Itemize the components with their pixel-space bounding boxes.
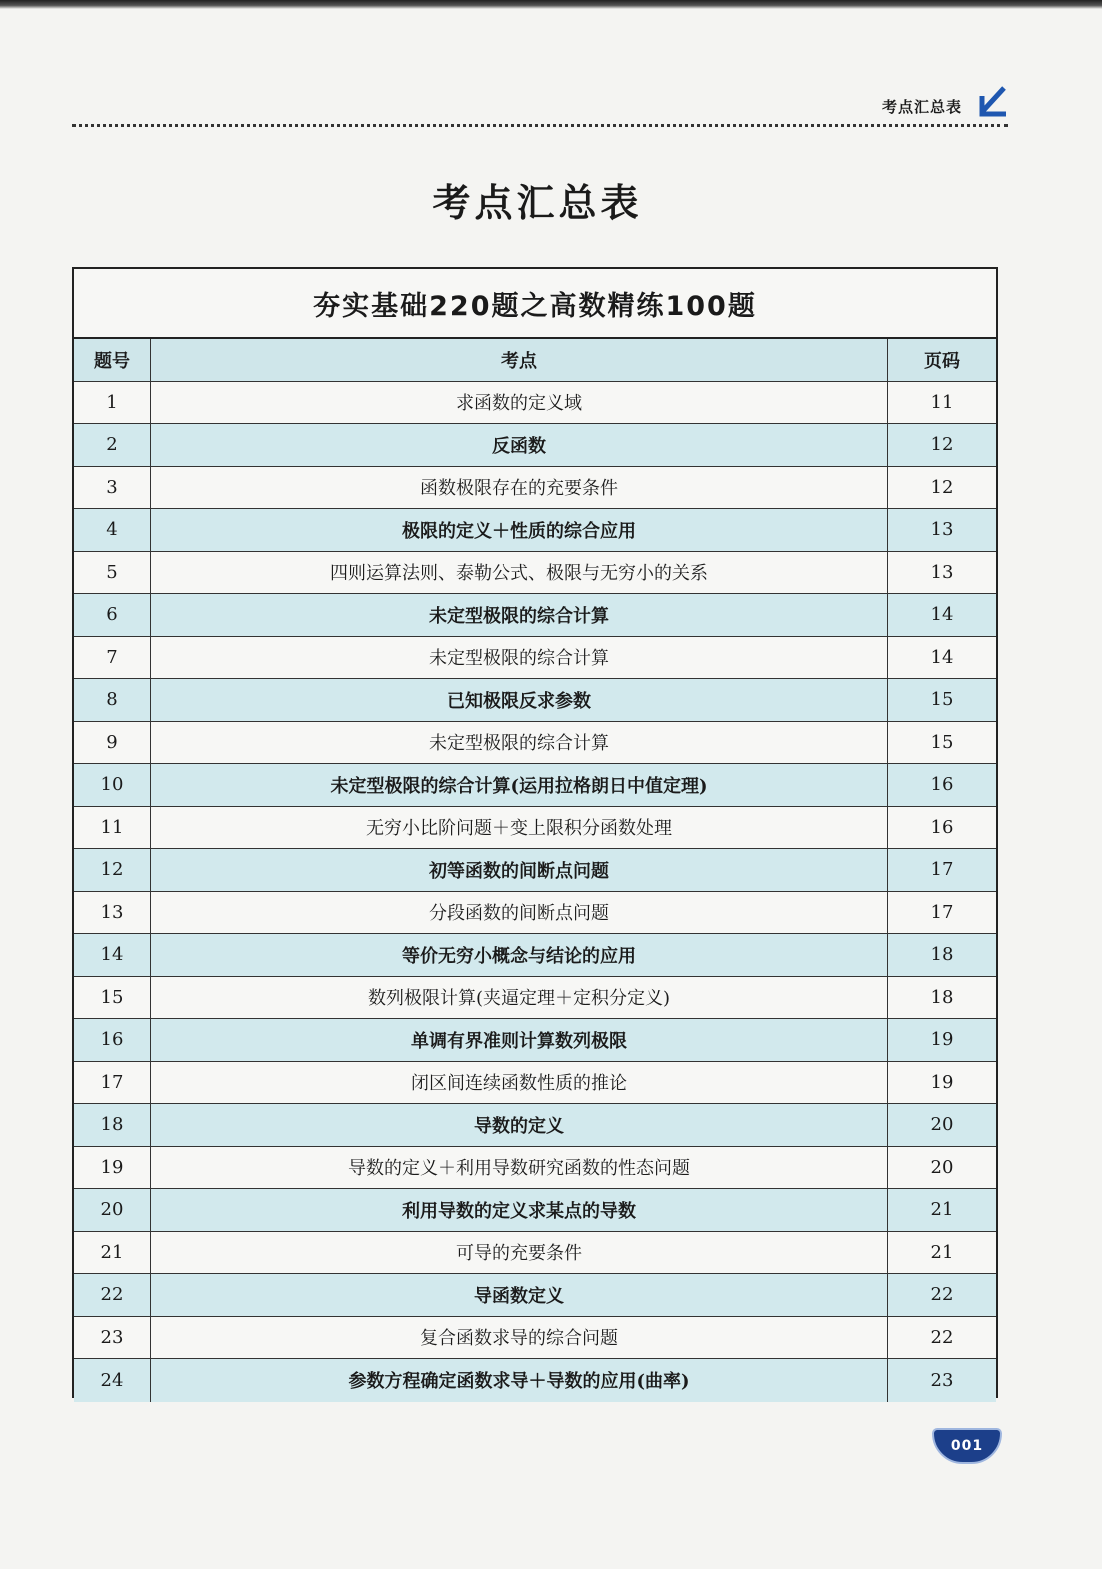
row-page: 15	[887, 679, 996, 721]
row-topic: 分段函数的间断点问题	[150, 892, 887, 934]
page-number: 001	[950, 1438, 984, 1454]
row-number: 12	[74, 849, 150, 891]
table-row	[74, 1104, 996, 1147]
header-number: 题号	[74, 339, 150, 381]
row-page: 12	[887, 467, 996, 509]
row-page: 14	[887, 637, 996, 679]
row-topic: 求函数的定义域	[150, 382, 887, 424]
row-topic: 反函数	[150, 424, 887, 466]
row-number: 22	[74, 1274, 150, 1316]
row-page: 18	[887, 934, 996, 976]
row-topic: 函数极限存在的充要条件	[150, 467, 887, 509]
row-topic: 初等函数的间断点问题	[150, 849, 887, 891]
row-topic: 导数的定义	[150, 1104, 887, 1146]
row-number: 19	[100, 1156, 124, 1178]
row-topic: 导数的定义＋利用导数研究函数的性态问题	[150, 1147, 887, 1189]
row-page: 16	[887, 807, 996, 849]
row-number: 17	[100, 1071, 124, 1093]
row-number: 23	[100, 1326, 124, 1348]
table-row	[74, 467, 996, 510]
row-page: 21	[887, 1232, 996, 1274]
row-topic: 闭区间连续函数性质的推论	[150, 1062, 887, 1104]
row-number: 1	[106, 391, 118, 413]
table-row	[74, 637, 996, 680]
table-row	[74, 594, 996, 637]
row-page: 17	[887, 849, 996, 891]
row-number: 6	[74, 594, 150, 636]
header-topic: 考点	[150, 339, 887, 381]
row-page: 21	[887, 1189, 996, 1231]
row-number: 10	[74, 764, 150, 806]
row-page: 23	[887, 1359, 996, 1402]
table-row	[74, 807, 996, 850]
row-number: 15	[100, 986, 124, 1008]
running-header: 考点汇总表	[881, 98, 962, 116]
table-row	[74, 977, 996, 1020]
arrow-down-left-icon	[974, 82, 1014, 122]
row-topic: 无穷小比阶问题＋变上限积分函数处理	[150, 807, 887, 849]
row-number: 8	[74, 679, 150, 721]
row-page: 16	[887, 764, 996, 806]
row-page: 13	[887, 552, 996, 594]
row-number: 11	[100, 816, 124, 838]
row-topic: 数列极限计算(夹逼定理＋定积分定义)	[150, 977, 887, 1019]
row-number: 7	[106, 646, 118, 668]
row-topic: 未定型极限的综合计算	[150, 594, 887, 636]
table-row	[74, 764, 996, 807]
row-page: 15	[887, 722, 996, 764]
table-row	[74, 1274, 996, 1317]
table-row	[74, 1147, 996, 1190]
row-number: 14	[74, 934, 150, 976]
row-topic: 等价无穷小概念与结论的应用	[150, 934, 887, 976]
row-topic: 四则运算法则、泰勒公式、极限与无穷小的关系	[150, 552, 887, 594]
row-topic: 利用导数的定义求某点的导数	[150, 1189, 887, 1231]
row-number: 5	[106, 561, 118, 583]
table-row	[74, 849, 996, 892]
row-topic: 可导的充要条件	[150, 1232, 887, 1274]
row-page: 19	[887, 1062, 996, 1104]
table-header-row	[74, 339, 996, 382]
row-number: 21	[100, 1241, 124, 1263]
row-number: 4	[74, 509, 150, 551]
table-row	[74, 1189, 996, 1232]
row-page: 20	[887, 1147, 996, 1189]
table-caption: 夯实基础220题之高数精练100题	[74, 269, 996, 339]
header-page: 页码	[887, 339, 996, 381]
table-row	[74, 934, 996, 977]
row-topic: 极限的定义＋性质的综合应用	[150, 509, 887, 551]
header-divider	[72, 124, 1008, 127]
row-page: 18	[887, 977, 996, 1019]
table-row	[74, 1019, 996, 1062]
table-row	[74, 1232, 996, 1275]
table-row	[74, 1317, 996, 1360]
table-row	[74, 1359, 996, 1402]
page-number-badge	[932, 1428, 1002, 1464]
row-page: 22	[887, 1317, 996, 1359]
row-number: 9	[106, 731, 118, 753]
row-number: 24	[74, 1359, 150, 1402]
row-topic: 参数方程确定函数求导＋导数的应用(曲率)	[150, 1359, 887, 1402]
row-number: 20	[74, 1189, 150, 1231]
table-row	[74, 722, 996, 765]
row-topic: 未定型极限的综合计算(运用拉格朗日中值定理)	[150, 764, 887, 806]
row-page: 17	[887, 892, 996, 934]
row-page: 19	[887, 1019, 996, 1061]
row-topic: 未定型极限的综合计算	[150, 637, 887, 679]
row-number: 2	[74, 424, 150, 466]
row-page: 22	[887, 1274, 996, 1316]
row-page: 14	[887, 594, 996, 636]
row-page: 12	[887, 424, 996, 466]
row-number: 18	[74, 1104, 150, 1146]
table-row	[74, 552, 996, 595]
scan-top-edge	[0, 0, 1102, 9]
row-page: 20	[887, 1104, 996, 1146]
table-row	[74, 892, 996, 935]
row-number: 13	[100, 901, 124, 923]
table-row	[74, 509, 996, 552]
table-body	[74, 339, 996, 1402]
summary-table	[72, 267, 998, 1398]
row-number: 3	[106, 476, 118, 498]
row-page: 13	[887, 509, 996, 551]
row-page: 11	[887, 382, 996, 424]
table-row	[74, 1062, 996, 1105]
row-topic: 未定型极限的综合计算	[150, 722, 887, 764]
row-topic: 导函数定义	[150, 1274, 887, 1316]
table-row	[74, 424, 996, 467]
row-topic: 单调有界准则计算数列极限	[150, 1019, 887, 1061]
row-number: 16	[74, 1019, 150, 1061]
table-row	[74, 679, 996, 722]
page-title: 考点汇总表	[432, 181, 643, 225]
row-topic: 复合函数求导的综合问题	[150, 1317, 887, 1359]
table-row	[74, 382, 996, 425]
row-topic: 已知极限反求参数	[150, 679, 887, 721]
